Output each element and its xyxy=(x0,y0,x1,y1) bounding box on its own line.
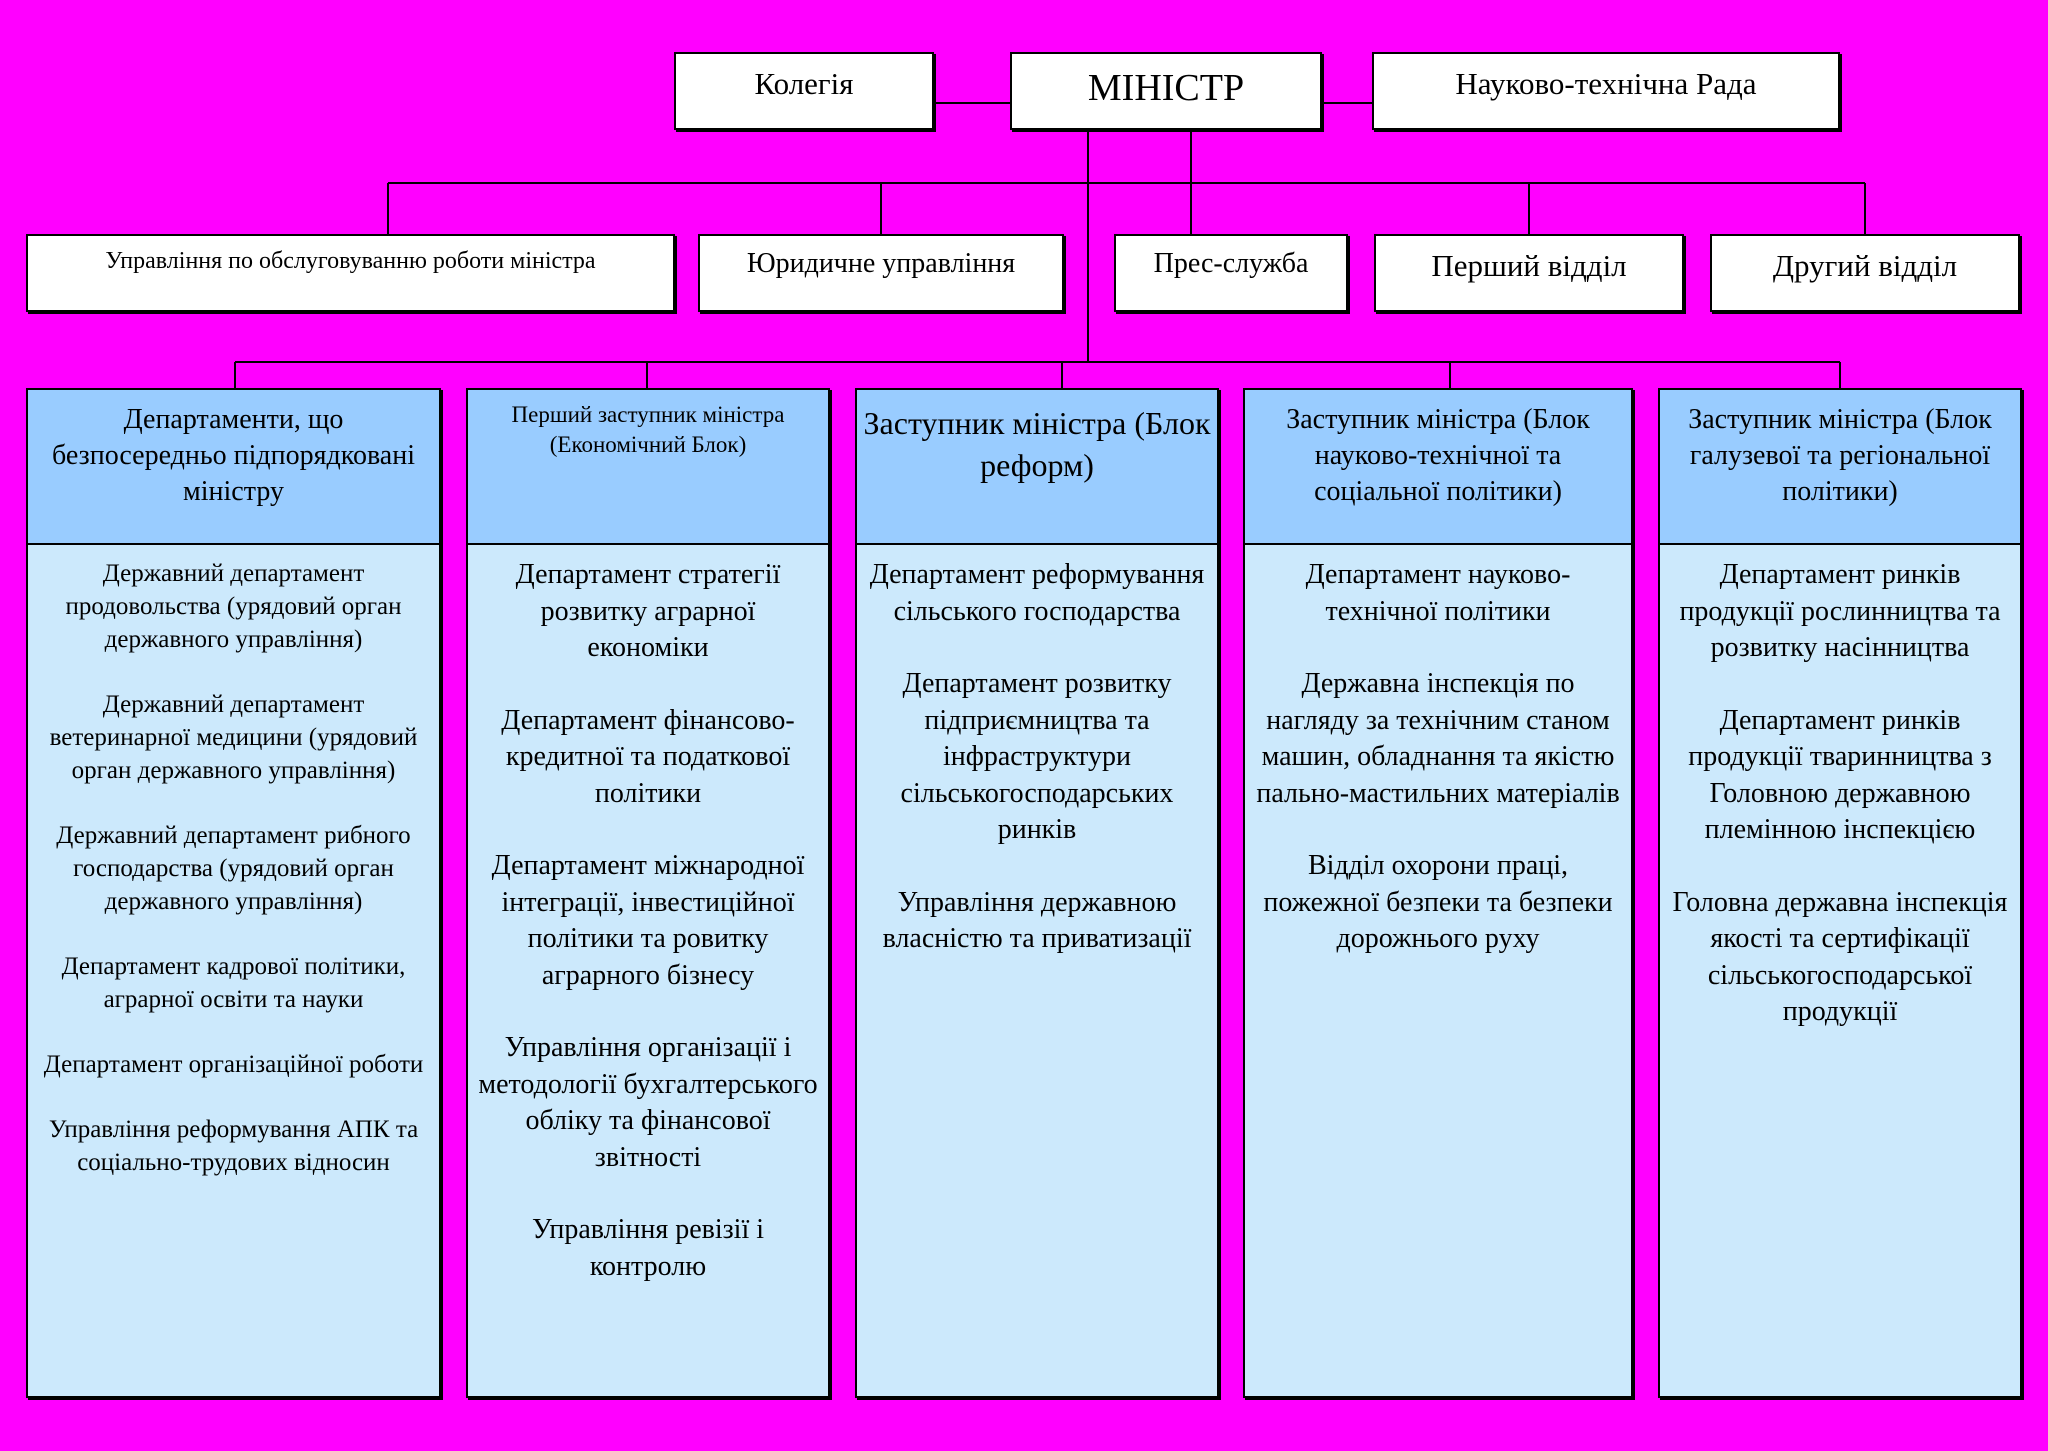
list-item: Державний департамент продовольства (урядовий орган державного управління) xyxy=(65,560,402,653)
list-item: Департамент розвитку підприємництва та інфраструктури сільськогосподарських ринків xyxy=(900,668,1174,845)
column-title: Заступник міністра (Блок науково-технічної та соціальної політики) xyxy=(1245,390,1631,545)
list-item: Державна інспекція по нагляду за технічним станом машин, обладнання та якістю пально-мастильних матеріалів xyxy=(1256,668,1620,809)
list-item: Управління організації і методології бухгалтерського обліку та фінансової звітності xyxy=(478,1032,818,1173)
list-item: Департамент міжнародної інтеграції, інвестиційної політики та ровитку аграрного бізнесу xyxy=(491,850,805,991)
unit-second-dept-box xyxy=(1710,234,2020,312)
list-item: Державний департамент рибного господарства (урядовий орган державного управління) xyxy=(56,822,411,915)
unit-label: Другий відділ xyxy=(1772,248,1958,283)
column-items xyxy=(1660,545,2020,1031)
rada-box xyxy=(1372,52,1840,130)
column-science-deputy xyxy=(1243,388,1633,1398)
list-item: Відділ охорони праці, пожежної безпеки та безпеки дорожнього руху xyxy=(1263,850,1613,954)
column-regional-deputy xyxy=(1658,388,2022,1398)
list-item: Державний департамент ветеринарної медицини (урядовий орган державного управління) xyxy=(49,691,418,784)
column-reform-deputy xyxy=(855,388,1219,1398)
list-item: Управління ревізії і контролю xyxy=(531,1214,765,1282)
minister-label: МІНІСТР xyxy=(1087,67,1245,109)
unit-press-box xyxy=(1114,234,1348,312)
column-items xyxy=(28,545,439,1179)
list-item: Управління державною власністю та приватизації xyxy=(882,886,1192,954)
kolehiia-box xyxy=(674,52,934,130)
column-title: Заступник міністра (Блок реформ) xyxy=(857,390,1217,545)
unit-first-dept-box xyxy=(1374,234,1684,312)
list-item: Департамент реформування сільського господарства xyxy=(869,559,1205,627)
column-first-deputy xyxy=(466,388,830,1398)
rada-label: Науково-технічна Рада xyxy=(1455,66,1757,101)
list-item: Департамент кадрової політики, аграрної освіти та науки xyxy=(61,953,406,1013)
column-items xyxy=(468,545,828,1285)
list-item: Департамент організаційної роботи xyxy=(43,1051,424,1078)
column-title: Департаменти, що безпосередньо підпорядковані міністру xyxy=(28,390,439,545)
list-item: Головна державна інспекція якості та сертифікації сільськогосподарської продукції xyxy=(1672,886,2008,1027)
unit-label: Перший відділ xyxy=(1431,248,1627,283)
unit-label: Юридичне управління xyxy=(746,248,1016,279)
column-items xyxy=(857,545,1217,958)
list-item: Департамент науково-технічної політики xyxy=(1305,559,1571,627)
unit-legal-box xyxy=(698,234,1064,312)
column-title: Заступник міністра (Блок галузевої та регіональної політики) xyxy=(1660,390,2020,545)
list-item: Управління реформування АПК та соціально-трудових відносин xyxy=(48,1116,419,1176)
minister-box xyxy=(1010,52,1322,130)
column-items xyxy=(1245,545,1631,958)
list-item: Департамент стратегії розвитку аграрної економіки xyxy=(515,559,781,663)
list-item: Департамент ринків продукції рослинництва та розвитку насінництва xyxy=(1679,559,2001,663)
unit-minister-service-box xyxy=(26,234,675,312)
column-direct-departments xyxy=(26,388,441,1398)
unit-label: Прес-служба xyxy=(1153,248,1309,279)
unit-label: Управління по обслуговуванню роботи міністра xyxy=(105,248,596,274)
list-item: Департамент ринків продукції тваринництва з Головною державною племінною інспекцією xyxy=(1688,704,1992,845)
column-title: Перший заступник міністра (Економічний Блок) xyxy=(468,390,828,545)
kolehiia-label: Колегія xyxy=(754,66,854,101)
list-item: Департамент фінансово-кредитної та податкової політики xyxy=(501,704,795,809)
